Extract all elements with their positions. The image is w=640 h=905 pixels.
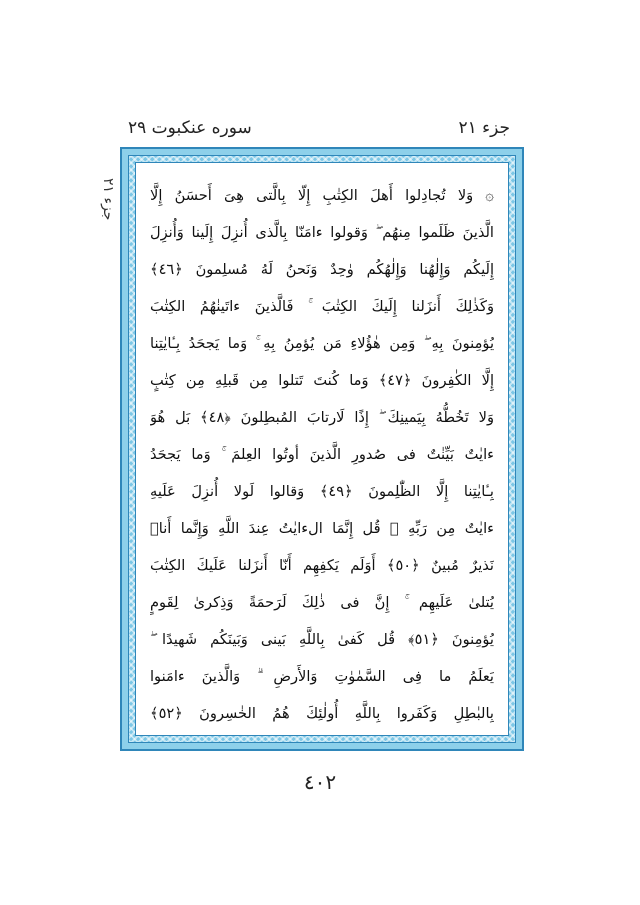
verse-line-9: بِـٔايٰتِنا إِلَّا الظّٰلِمونَ ﴿٤٩﴾ وَقالوا لَولا أُنزِلَ عَلَيهِ — [150, 483, 494, 500]
verse-line-7: وَلا تَخُطُّهُ بِيَمينِكَ ۖ إِذًا لَارتابَ المُبطِلونَ ﴿٤٨﴾ بَل هُوَ — [150, 409, 494, 426]
verse-line-1: ۞ وَلا تُجادِلوا أَهلَ الكِتٰبِ إِلّا بِالَّتى هِىَ أَحسَنُ إِلَّا — [150, 187, 494, 204]
verse-line-8: ءايٰتٌ بَيِّنٰتٌ فى صُدورِ الَّذينَ أوتُوا العِلمَ ۚ وَما يَجحَدُ — [150, 446, 494, 463]
verse-text-area — [135, 162, 509, 736]
juz-side-note: جزء ٢١ — [100, 178, 116, 221]
juz-header: جزء ٢١ — [458, 118, 510, 138]
verse-line-11: نَذيرٌ مُبينٌ ﴿٥٠﴾ أَوَلَم يَكفِهِم أَنّا أَنزَلنا عَلَيكَ الكِتٰبَ — [150, 557, 494, 574]
verse-line-5: يُؤمِنونَ بِهِ ۖ وَمِن هٰؤُلاءِ مَن يُؤمِنُ بِهِ ۚ وَما يَجحَدُ بِـٔايٰتِنا — [150, 335, 494, 352]
verse-line-2: الَّذينَ ظَلَموا مِنهُم ۖ وَقولوا ءامَنّا بِالَّذى أُنزِلَ إِلَينا وَأُنزِلَ — [150, 224, 494, 241]
verse-line-3: إِلَيكُم وَإِلٰهُنا وَإِلٰهُكُم وٰحِدٌ وَنَحنُ لَهُ مُسلِمونَ ﴿٤٦﴾ — [150, 261, 494, 278]
verse-line-15: بِالبٰطِلِ وَكَفَروا بِاللَّهِ أُولٰئِكَ هُمُ الخٰسِرونَ ﴿٥٢﴾ — [150, 705, 494, 722]
verse-line-13: يُؤمِنونَ ﴿٥١﴾ قُل كَفىٰ بِاللَّهِ بَينى وَبَينَكُم شَهيدًا ۖ — [150, 631, 494, 648]
ornamental-border — [128, 155, 516, 743]
verse-line-10: ءايٰتٌ مِن رَبِّهِ ۖ قُل إِنَّمَا الءايٰتُ عِندَ اللَّهِ وَإِنَّما أَنا۠ — [150, 520, 494, 537]
surah-header: سوره عنكبوت ٢٩ — [128, 118, 252, 138]
verse-line-4: وَكَذٰلِكَ أَنزَلنا إِلَيكَ الكِتٰبَ ۚ فَالَّذينَ ءاتَينٰهُمُ الكِتٰبَ — [150, 298, 494, 315]
verse-line-14: يَعلَمُ ما فِى السَّمٰوٰتِ وَالأَرضِ ۗ وَالَّذينَ ءامَنوا — [150, 668, 494, 685]
verse-line-12: يُتلىٰ عَلَيهِم ۚ إِنَّ فى ذٰلِكَ لَرَحمَةً وَذِكرىٰ لِقَومٍ — [150, 594, 494, 611]
ornamental-frame — [120, 147, 524, 751]
page-number: ٤٠٢ — [303, 770, 337, 794]
verse-line-6: إِلَّا الكٰفِرونَ ﴿٤٧﴾ وَما كُنتَ تَتلوا مِن قَبلِهِ مِن كِتٰبٍ — [150, 372, 494, 389]
